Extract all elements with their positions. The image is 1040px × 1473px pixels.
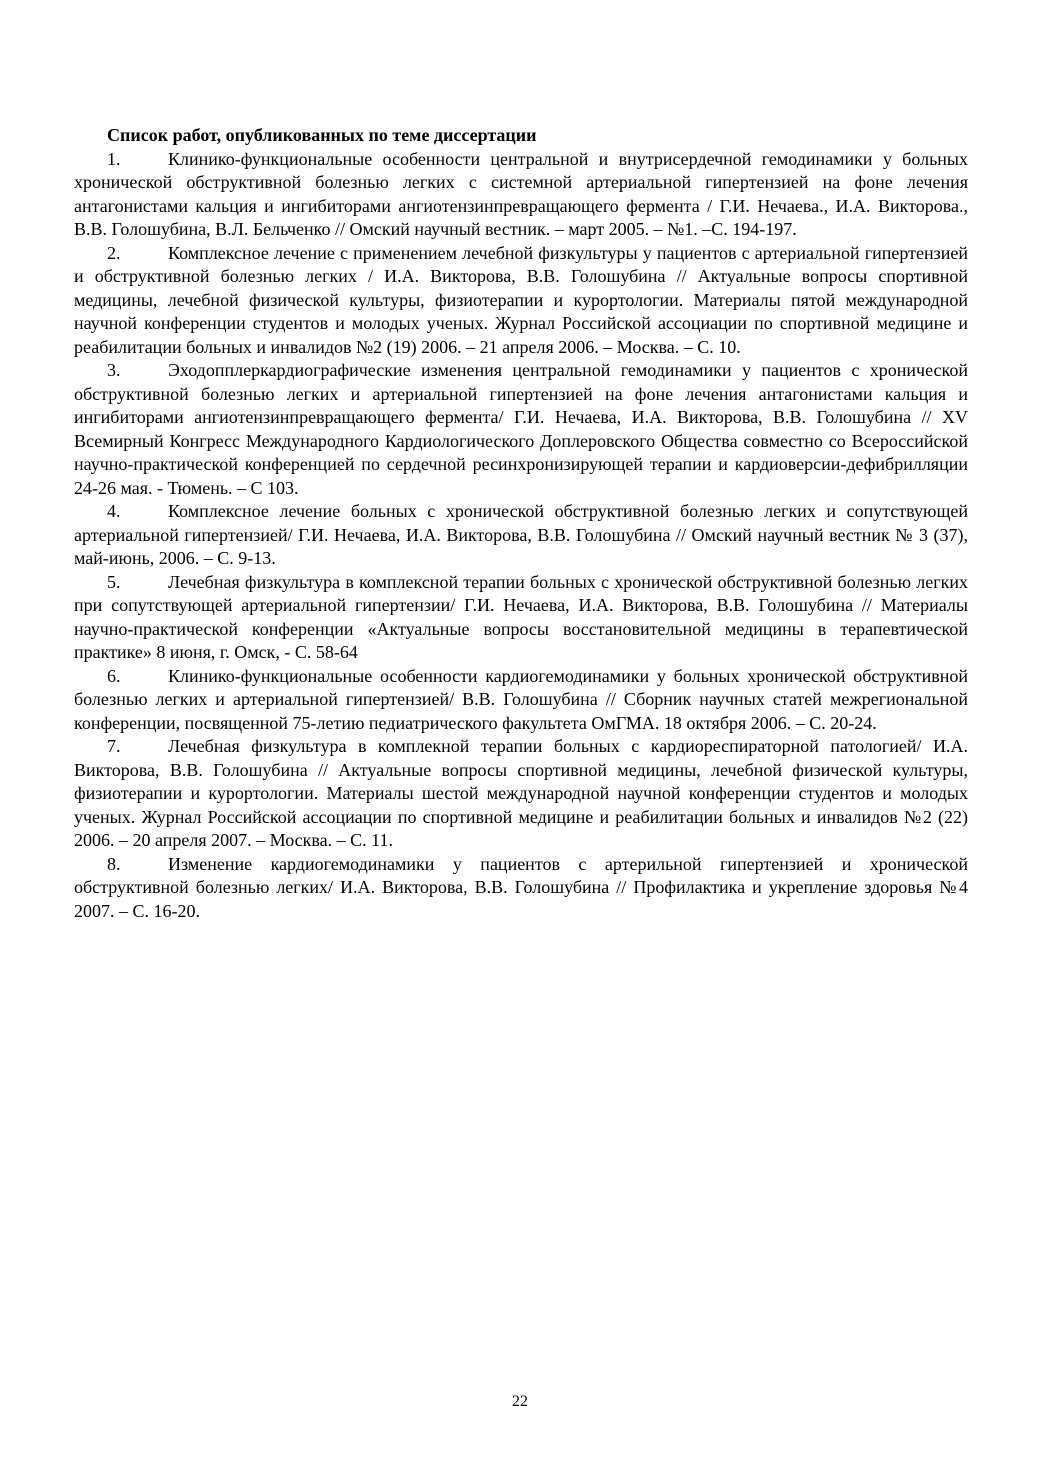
entry-number: 8. — [107, 853, 121, 874]
entry-number: 6. — [107, 665, 121, 686]
entry-number: 5. — [107, 571, 121, 592]
entry-number: 1. — [107, 148, 121, 169]
publication-entry — [74, 359, 968, 500]
publication-entry — [74, 735, 968, 853]
document-page — [74, 124, 968, 923]
entry-text: Клинико-функциональные особенности кардиогемодинамики у больных хронической обструктивной болезнью легких и артериальной гипертензией/ В.В. Голошубина // Сборник научных статей межрегиональной конференции, посвященной 75-летию педиатрического факультета ОмГМА. 18 октября 2006. – С. 20-24. — [74, 665, 968, 733]
publication-entry — [74, 242, 968, 360]
entry-text: Лечебная физкультура в комплексной терапии больных с хронической обструктивной болезнью легких при сопутствующей артериальной гипертензии/ Г.И. Нечаева, И.А. Викторова, В.В. Голошубина // Материалы научно-практической конференции «Актуальные вопросы восстановительной медицины в терапевтической практике» 8 июня, г. Омск, - С. 58-64 — [74, 571, 968, 662]
entry-number: 3. — [107, 360, 121, 380]
entry-number: 4. — [107, 501, 121, 521]
publication-entry — [74, 853, 968, 924]
publication-entry — [74, 148, 968, 242]
publication-entry — [74, 571, 968, 665]
entry-number: 7. — [107, 736, 121, 756]
entry-text: Изменение кардиогемодинамики у пациентов с артерильной гипертензией и хронической обструктивной болезнью легких/ И.А. Викторова, В.В. Голошубина // Профилактика и укрепление здоровья №4 2007. – С. 16-20. — [74, 853, 968, 921]
page-number: 22 — [512, 1393, 528, 1410]
entry-text: Лечебная физкультура в комплекной терапии больных с кардиореспираторной патологией/ И.А. Викторова, В.В. Голошубина // Актуальные вопросы спортивной медицины, лечебной физической культуры, физиотерапии и курортологии. Материалы шестой международной научной конференции студентов и молодых ученых. Журнал Российской ассоциации по спортивной медицине и реабилитации больных и инвалидов №2 (22) 2006. – 20 апреля 2007. – Москва. – С. 11. — [74, 736, 968, 850]
section-heading: Список работ, опубликованных по теме диссертации — [107, 125, 537, 145]
publication-entry — [74, 500, 968, 571]
entry-text: Комплексное лечение с применением лечебной физкультуры у пациентов с артериальной гипертензией и обструктивной болезнью легких / И.А. Викторова, В.В. Голошубина // Актуальные вопросы спортивной медицины, лечебной физической культуры, физиотерапии и курортологии. Материалы пятой международной научной конференции студентов и молодых ученых. Журнал Российской ассоциации по спортивной медицине и реабилитации больных и инвалидов №2 (19) 2006. – 21 апреля 2006. – Москва. – С. 10. — [74, 242, 968, 357]
entry-text: Эходопплеркардиографические изменения центральной гемодинамики у пациентов с хронической обструктивной болезнью легких и артериальной гипертензией на фоне лечения антагонистами кальция и ингибиторами ангиотензинпревращающего фермента/ Г.И. Нечаева, И.А. Викторова, В.В. Голошубина // XV Всемирный Конгресс Международного Кардиологического Доплеровского Общества совместно со Всероссийской научно-практической конференцией по сердечной ресинхронизирующей терапии и кардиоверсии-дефибрилляции 24-26 мая. - Тюмень. – С 103. — [74, 360, 968, 498]
entry-text: Комплексное лечение больных с хронической обструктивной болезнью легких и сопутствующей артериальной гипертензией/ Г.И. Нечаева, И.А. Викторова, В.В. Голошубина // Омский научный вестник № 3 (37), май-июнь, 2006. – С. 9-13. — [74, 501, 968, 568]
entry-text: Клинико-функциональные особенности центральной и внутрисердечной гемодинамики у больных хронической обструктивной болезнью легких с системной артериальной гипертензией на фоне лечения антагонистами кальция и ингибиторами ангиотензинпревращающего фермента / Г.И. Нечаева., И.А. Викторова., В.В. Голошубина, В.Л. Бельченко // Омский научный вестник. – март 2005. – №1. –С. 194-197. — [74, 148, 968, 239]
entry-number: 2. — [107, 242, 121, 263]
publication-entry — [74, 665, 968, 736]
